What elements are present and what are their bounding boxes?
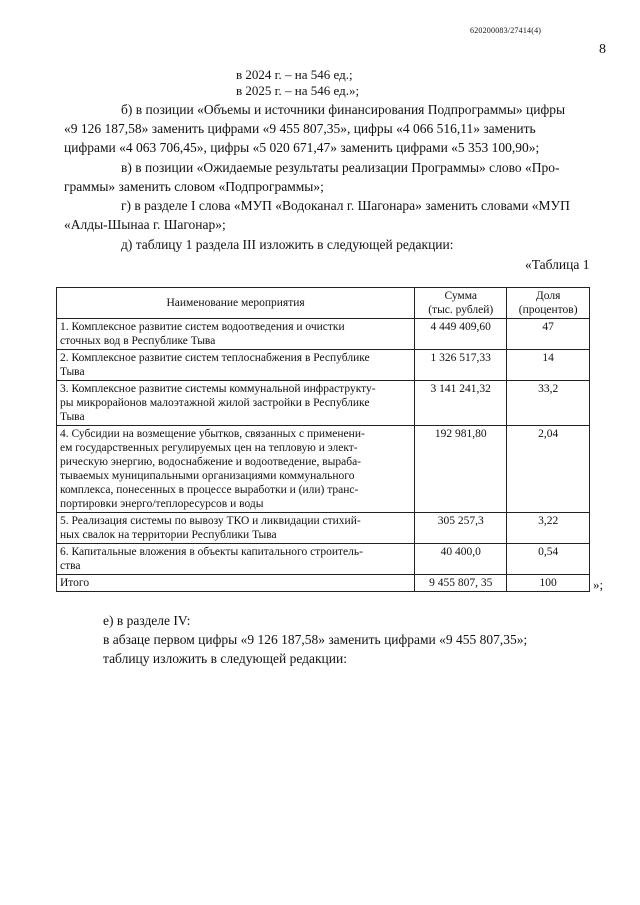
paragraph-g-line1: г) в разделе I слова «МУП «Водоканал г. Шагонара» заменить словами «МУП bbox=[121, 198, 570, 213]
table-row bbox=[57, 426, 590, 513]
cell-name-line: рическую энергию, водоснабжение и водоотведение, выраба- bbox=[60, 456, 362, 468]
table-1 bbox=[56, 287, 590, 592]
cell-name-line: 6. Капитальные вложения в объекты капитального строитель- bbox=[60, 546, 363, 558]
cell-name bbox=[57, 513, 415, 544]
cell-name-line: 2. Комплексное развитие систем теплоснабжения в Республике bbox=[60, 352, 370, 364]
cell-name-line: ры микрорайонов малоэтажной жилой застройки в Республике bbox=[60, 397, 370, 409]
table-row bbox=[57, 319, 590, 350]
header-share-line2: (процентов) bbox=[518, 304, 578, 316]
paragraph-b-line2: «9 126 187,58» заменить цифрами «9 455 807,35», цифры «4 066 516,11» заменить bbox=[64, 121, 536, 136]
table-row bbox=[57, 381, 590, 426]
cell-name-line: ем государственных регулируемых цен на тепловую и элект- bbox=[60, 442, 358, 454]
table-header-row bbox=[57, 288, 590, 319]
paragraph-v-line2: граммы» заменить словом «Подпрограммы»; bbox=[64, 179, 324, 194]
paragraph-b-line3: цифрами «4 063 706,45», цифры «5 020 671,47» заменить цифрами «5 353 100,90»; bbox=[64, 140, 540, 155]
cell-name-line: ства bbox=[60, 560, 81, 572]
paragraph-2024: в 2024 г. – на 546 ед.; bbox=[236, 67, 353, 82]
paragraph-e-line3: таблицу изложить в следующей редакции: bbox=[103, 651, 347, 666]
paragraph-e-line1: е) в разделе IV: bbox=[103, 613, 191, 628]
cell-name bbox=[57, 426, 415, 513]
cell-name-line: 1. Комплексное развитие систем водоотведения и очистки bbox=[60, 321, 345, 333]
header-name: Наименование мероприятия bbox=[57, 288, 415, 319]
cell-share: 2,04 bbox=[507, 426, 590, 513]
cell-sum: 1 326 517,33 bbox=[415, 350, 507, 381]
cell-name bbox=[57, 544, 415, 575]
cell-share: 47 bbox=[507, 319, 590, 350]
cell-name-line: 5. Реализация системы по вывозу ТКО и ликвидации стихий- bbox=[60, 515, 361, 527]
paragraph-v-line1: в) в позиции «Ожидаемые результаты реализации Программы» слово «Про- bbox=[121, 160, 560, 175]
cell-name-line: портировки энерго/теплоресурсов и воды bbox=[60, 498, 264, 510]
cell-total-label: Итого bbox=[57, 575, 415, 592]
cell-sum: 192 981,80 bbox=[415, 426, 507, 513]
cell-name-line: сточных вод в Республике Тыва bbox=[60, 335, 216, 347]
cell-sum: 3 141 241,32 bbox=[415, 381, 507, 426]
table-closing-quote: »; bbox=[593, 577, 604, 592]
cell-total-sum: 9 455 807, 35 bbox=[415, 575, 507, 592]
cell-share: 0,54 bbox=[507, 544, 590, 575]
paragraph-b-line1: б) в позиции «Объемы и источники финансирования Подпрограммы» цифры bbox=[121, 102, 566, 117]
cell-name bbox=[57, 319, 415, 350]
table-row bbox=[57, 513, 590, 544]
paragraph-2025: в 2025 г. – на 546 ед.»; bbox=[236, 83, 360, 98]
paragraph-g-line2: «Алды-Шынаа г. Шагонар»; bbox=[64, 217, 226, 232]
header-sum bbox=[415, 288, 507, 319]
header-sum-line2: (тыс. рублей) bbox=[428, 304, 494, 316]
cell-name-line: ных свалок на территории Республики Тыва bbox=[60, 529, 277, 541]
cell-name-line: комплекса, понесенных в процессе выработки и (или) транс- bbox=[60, 484, 359, 496]
cell-name bbox=[57, 350, 415, 381]
paragraph-e-line2: в абзаце первом цифры «9 126 187,58» заменить цифрами «9 455 807,35»; bbox=[103, 632, 528, 647]
cell-name-line: 3. Комплексное развитие системы коммунальной инфраструкту- bbox=[60, 383, 376, 395]
cell-sum: 40 400,0 bbox=[415, 544, 507, 575]
cell-name bbox=[57, 381, 415, 426]
cell-share: 14 bbox=[507, 350, 590, 381]
page-number: 8 bbox=[599, 42, 606, 57]
cell-share: 3,22 bbox=[507, 513, 590, 544]
table-body bbox=[57, 319, 590, 592]
table-total-row bbox=[57, 575, 590, 592]
cell-share: 33,2 bbox=[507, 381, 590, 426]
cell-name-line: тываемых муниципальными организациями коммунального bbox=[60, 470, 355, 482]
header-share bbox=[507, 288, 590, 319]
document-id: 620200083/27414(4) bbox=[470, 26, 542, 35]
cell-sum: 4 449 409,60 bbox=[415, 319, 507, 350]
header-sum-line1: Сумма bbox=[444, 290, 478, 302]
cell-name-line: Тыва bbox=[60, 366, 85, 378]
header-share-line1: Доля bbox=[535, 290, 561, 302]
cell-total-share: 100 bbox=[507, 575, 590, 592]
cell-sum: 305 257,3 bbox=[415, 513, 507, 544]
paragraph-d: д) таблицу 1 раздела III изложить в следующей редакции: bbox=[121, 237, 454, 252]
table-caption: «Таблица 1 bbox=[525, 257, 590, 272]
table-row bbox=[57, 544, 590, 575]
table-row bbox=[57, 350, 590, 381]
cell-name-line: 4. Субсидии на возмещение убытков, связанных с применени- bbox=[60, 428, 365, 440]
cell-name-line: Тыва bbox=[60, 411, 85, 423]
